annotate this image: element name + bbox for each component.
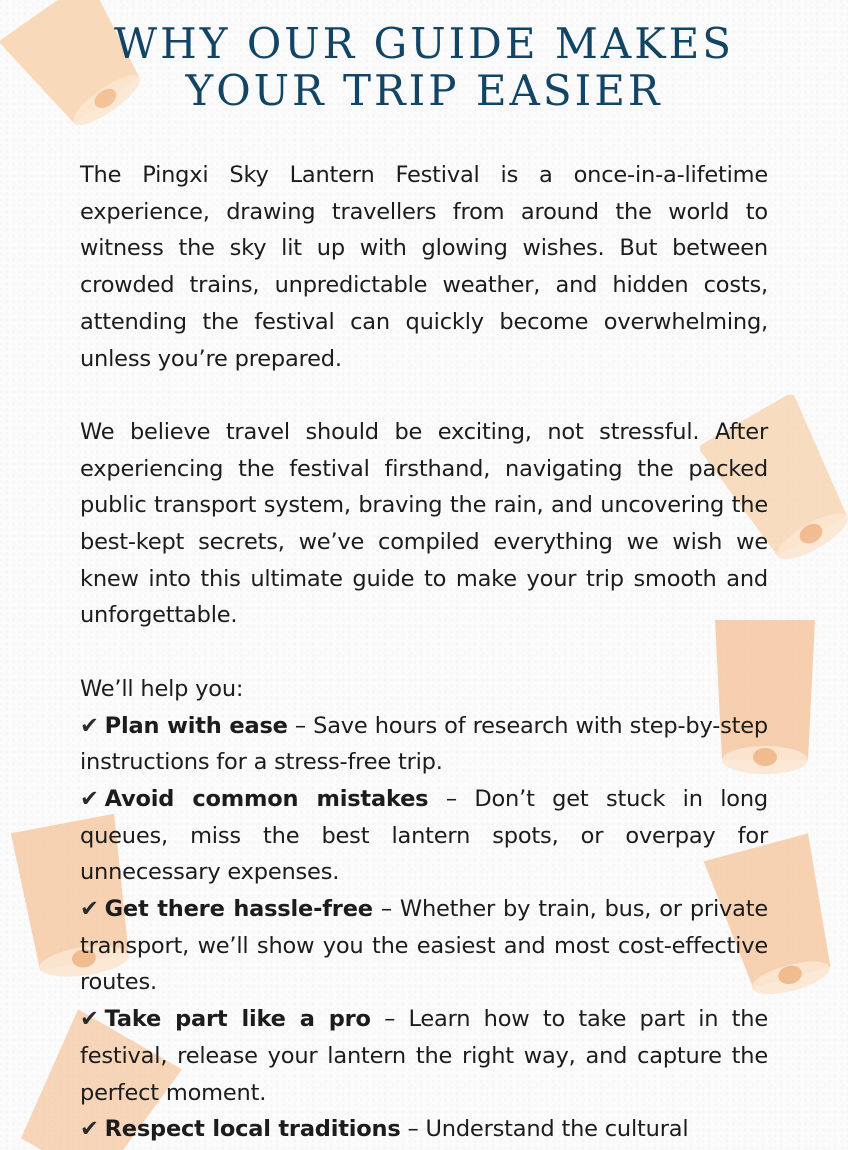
check-icon: ✔ xyxy=(80,785,99,812)
body-text xyxy=(80,157,768,1148)
benefit-text: – Learn how to take part in the festival, release your lantern the right way, and capture the perfect moment. xyxy=(80,1006,768,1106)
benefit-text: – Understand the cultural xyxy=(400,1116,689,1143)
page-title xyxy=(0,20,848,114)
benefit-item xyxy=(80,708,768,781)
title-line-1: WHY OUR GUIDE MAKES xyxy=(113,19,735,68)
benefit-item xyxy=(80,1111,768,1148)
check-icon: ✔ xyxy=(80,896,99,923)
intro-paragraph: The Pingxi Sky Lantern Festival is a once-in-a-lifetime experience, drawing travellers from around the world to witness the sky lit up with glowing wishes. But between crowded trains, unpredictable weather, and hidden costs, attending the festival can quickly become overwhelming, unless you’re prepared. xyxy=(80,162,768,372)
benefit-title: Respect local traditions xyxy=(104,1116,401,1143)
benefit-item xyxy=(80,781,768,891)
benefit-title: Get there hassle-free xyxy=(104,896,373,923)
benefit-text: – Don’t get stuck in long queues, miss the best lantern spots, or overpay for unnecessary expenses. xyxy=(80,785,768,886)
benefit-text: – Whether by train, bus, or private transport, we’ll show you the easiest and most cost-effective routes. xyxy=(80,896,769,996)
check-icon: ✔ xyxy=(80,1006,99,1033)
benefit-text: – Save hours of research with step-by-step instructions for a stress-free trip. xyxy=(80,712,768,776)
check-icon: ✔ xyxy=(80,712,99,739)
title-line-2: YOUR TRIP EASIER xyxy=(185,66,663,115)
check-icon: ✔ xyxy=(80,1116,99,1143)
benefit-title: Plan with ease xyxy=(104,712,288,739)
help-intro: We’ll help you: xyxy=(80,675,244,702)
benefit-item xyxy=(80,1001,768,1111)
benefit-item xyxy=(80,891,768,1001)
benefit-title: Take part like a pro xyxy=(104,1006,371,1033)
story-paragraph: We believe travel should be exciting, not stressful. After experiencing the festival firsthand, navigating the packed public transport system, braving the rain, and uncovering the best-kept secrets, we’ve compiled everything we wish we knew into this ultimate guide to make your trip smooth and unforgettable. xyxy=(80,418,768,629)
benefit-title: Avoid common mistakes xyxy=(104,785,429,812)
